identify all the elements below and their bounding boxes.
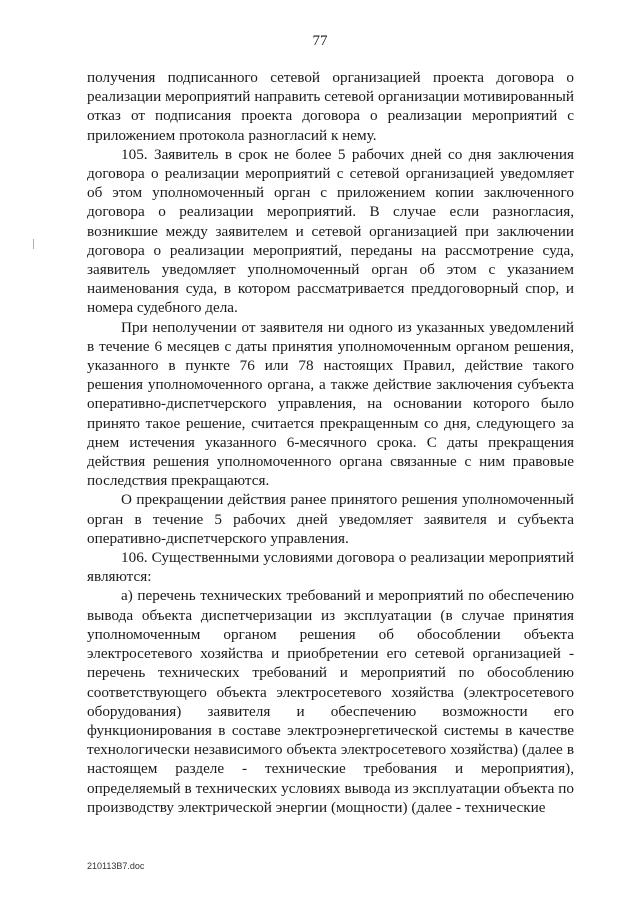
- page-number: 77: [312, 33, 328, 49]
- paragraph-non-receipt: При неполучении от заявителя ни одного из указанных уведомлений в течение 6 месяцев с даты принятия уполномоченным органом решения, указанного в пункте 76 или 78 настоящих Правил, действие такого решения уполномоченного органа, а также действие заключения субъекта оперативно-диспетчерского управления, на основании которого было принято такое решение, считается прекращенным со дня, следующего за днем истечения указанного 6-месячного срока. С даты прекращения действия решения уполномоченного органа связанные с ним правовые последствия прекращаются.: [87, 318, 574, 490]
- document-body: [87, 68, 574, 817]
- paragraph-105: 105. Заявитель в срок не более 5 рабочих дней со дня заключения договора о реализации мероприятий с сетевой организацией уведомляет об этом уполномоченный орган с приложением копии заключенного договора о реализации мероприятий. В случае если разногласия, возникшие между заявителем и сетевой организацией при заключении договора о реализации мероприятий, переданы на рассмотрение суда, заявитель уведомляет уполномоченный орган об этом с указанием наименования суда, в котором рассматривается преддоговорный спор, и номера судебного дела.: [87, 145, 574, 317]
- margin-mark: [33, 239, 34, 249]
- document-footer-code: 210113В7.doc: [87, 861, 145, 871]
- paragraph-termination-notice: О прекращении действия ранее принятого решения уполномоченный орган в течение 5 рабочих дней уведомляет заявителя и субъекта оперативно-диспетчерского управления.: [87, 491, 574, 547]
- paragraph-continuation: получения подписанного сетевой организацией проекта договора о реализации мероприятий направить сетевой организации мотивированный отказ от подписания проекта договора о реализации мероприятий с приложением протокола разногласий к нему.: [87, 69, 574, 144]
- paragraph-106: 106. Существенными условиями договора о реализации мероприятий являются:: [87, 549, 574, 586]
- paragraph-106-a: а) перечень технических требований и мероприятий по обеспечению вывода объекта диспетчеризации из эксплуатации (в случае принятия уполномоченным органом решения об обособлении объекта электросетевого хозяйства и приобретении его сетевой организацией - перечень технических требований и мероприятий по обособлению соответствующего объекта электросетевого хозяйства (электросетевого оборудования) заявителя и обеспечению возможности его функционирования в составе электроэнергетической системы в качестве технологически независимого объекта электросетевого хозяйства) (далее в настоящем разделе - технические требования и мероприятия), определяемый в технических условиях вывода из эксплуатации объекта по производству электрической энергии (мощности) (далее - технические: [87, 587, 574, 816]
